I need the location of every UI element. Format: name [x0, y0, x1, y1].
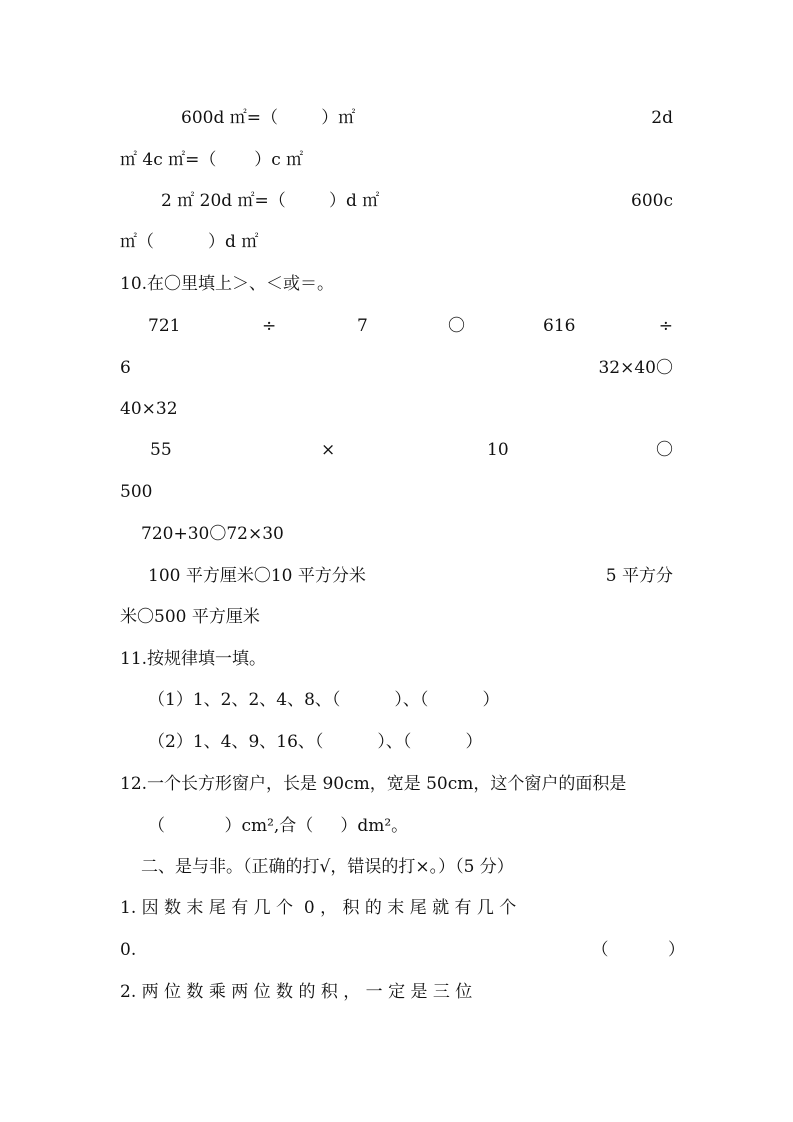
- question-12-answer: （ ）cm²,合（ ）dm²。: [148, 816, 409, 836]
- compare-4-right: 500: [120, 482, 153, 502]
- judge-1-answer: （ ）: [591, 940, 685, 960]
- compare-3-right: 40×32: [120, 399, 178, 419]
- question-10-title: 10.在〇里填上＞、＜或＝。: [120, 274, 335, 294]
- compare-7-end: 米〇500 平方厘米: [120, 607, 260, 627]
- judge-1-end: 0.: [120, 940, 137, 960]
- compare-3-left: 32×40〇: [598, 358, 673, 378]
- question-11-title: 11.按规律填一填。: [120, 649, 267, 669]
- area-conversion-2-end: ㎡ 4c ㎡=（ ）c ㎡: [120, 150, 304, 170]
- compare-4-circle: 〇: [656, 440, 673, 460]
- question-12: 12.一个长方形窗户，长是 90cm，宽是 50cm，这个窗户的面积是: [120, 774, 627, 794]
- compare-2-divisor: 6: [120, 358, 131, 378]
- compare-2-number: 616: [543, 316, 576, 336]
- area-conversion-2-start: 2d: [651, 108, 673, 128]
- compare-1-divide: ÷: [262, 316, 277, 336]
- judge-1: 1. 因 数 末 尾 有 几 个 0 ， 积 的 末 尾 就 有 几 个: [120, 898, 517, 918]
- area-conversion-1: 600d ㎡=（ ）㎡: [181, 108, 356, 128]
- pattern-1: （1）1、2、2、4、8、（ ）、（ ）: [148, 690, 500, 710]
- area-conversion-3: 2 ㎡ 20d ㎡=（ ）d ㎡: [161, 191, 380, 211]
- compare-7-start: 5 平方分: [605, 566, 673, 586]
- area-conversion-4-end: ㎡（ ）d ㎡: [120, 232, 259, 252]
- compare-6: 100 平方厘米〇10 平方分米: [148, 566, 366, 586]
- pattern-2: （2）1、4、9、16、（ ）、（ ）: [148, 732, 483, 752]
- compare-4-multiply: ×: [321, 440, 336, 460]
- compare-circle: 〇: [448, 316, 465, 336]
- compare-1-divisor: 7: [357, 316, 368, 336]
- compare-4-factor: 10: [487, 440, 509, 460]
- compare-2-divide: ÷: [658, 316, 673, 336]
- area-conversion-4-start: 600c: [631, 191, 673, 211]
- judge-2: 2. 两 位 数 乘 两 位 数 的 积 ， 一 定 是 三 位: [120, 982, 473, 1002]
- compare-1-number: 721: [148, 316, 181, 336]
- compare-5: 720+30〇72×30: [141, 524, 284, 544]
- section-2-title: 二、是与非。（正确的打√，错误的打×。）（5 分）: [141, 857, 514, 877]
- compare-4-number: 55: [150, 440, 172, 460]
